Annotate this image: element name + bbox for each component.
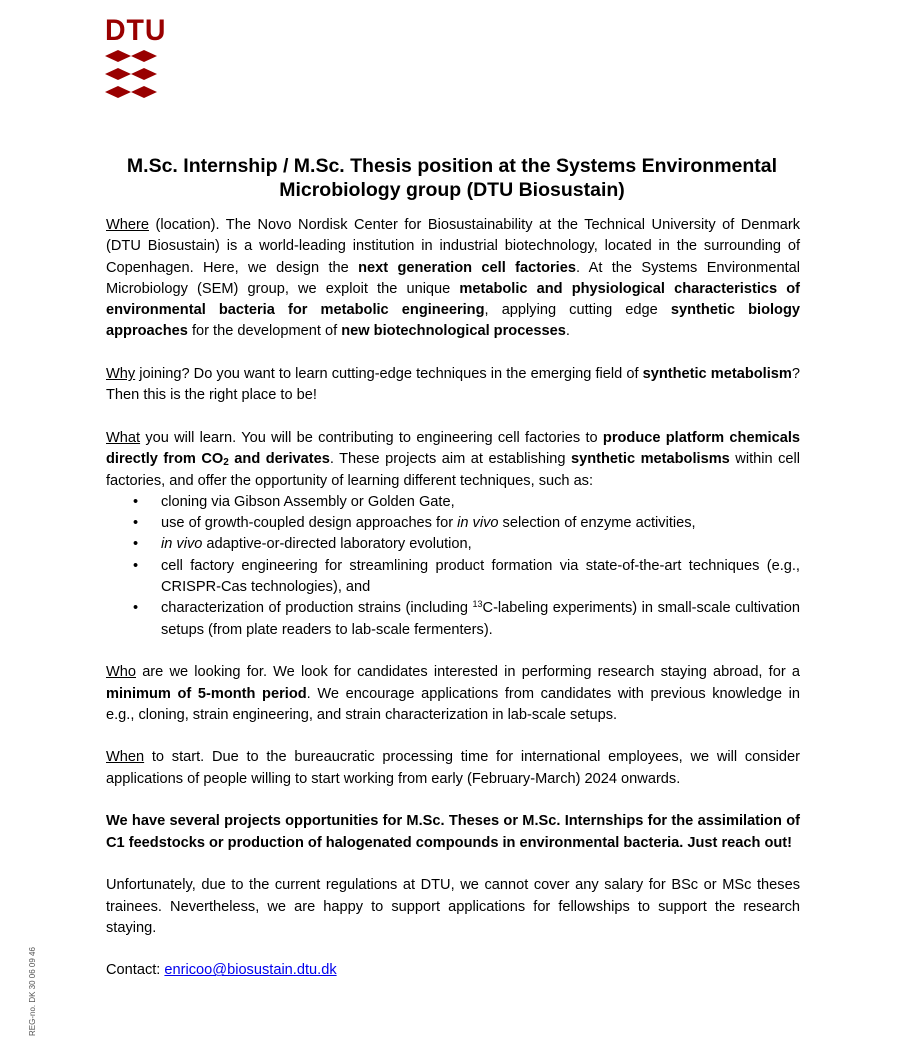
contact-label: Contact: [106,962,165,979]
text: you will learn. You will be contributing to engineering cell factories to [140,429,603,446]
dtu-logo [105,14,167,98]
where-label: Where [106,217,149,233]
text: cell factory engineering for streamlining product formation via state-of-the-art techniques (e.g., CRISPR-Cas technologies), and [161,557,800,596]
list-item [161,492,800,513]
text: use of growth-coupled design approaches for [161,515,458,532]
bold-text: synthetic metabolism [642,366,792,383]
text: . We encourage applications from candidates with previous knowledge in e.g., cloning, strain engineering, and strain characterization in lab-scale setups. [106,685,800,723]
text: adaptive-or-directed laboratory evolution, [202,536,472,553]
techniques-list [106,492,800,641]
why-paragraph [106,364,800,407]
contact-line [106,960,800,981]
text: and derivates [228,451,330,468]
list-item [161,534,800,555]
logo-text: DTU [105,14,167,47]
what-label: What [106,429,141,446]
text: cloning via Gibson Assembly or Golden Gate, [161,493,455,510]
italic-text: in vivo [457,515,499,532]
who-paragraph [106,662,800,726]
superscript: 13 [472,599,483,610]
email-link[interactable]: enricoo@biosustain.dtu.dk [164,962,337,979]
text: selection of enzyme activities, [498,515,696,532]
text: ? Then this is the right place to be! [106,366,800,404]
where-paragraph [106,215,800,343]
who-label: Who [106,664,137,681]
registration-number: REG-no. DK 30 06 09 46 [28,947,37,1036]
italic-text: in vivo [161,536,203,553]
text: for the development of [187,323,342,340]
text: (location). The Novo Nordisk Center for Biosustainability at the Technical University of Denmark (DTU Biosustain) is a world-leading institution in industrial biotechnology, located in the surrounding of Copenhagen. Here, we design the [106,217,800,276]
what-paragraph [106,428,800,492]
text: to start. Due to the bureaucratic processing time for international employees, we will consider applications of people willing to start working from early (February-March) 2024 onwards. [106,749,800,787]
bold-text: new biotechnological processes [341,323,566,340]
text: , applying cutting edge [484,302,671,319]
text: . [565,323,570,340]
text: produce platform chemicals directly from CO [106,429,800,468]
text: C-labeling experiments) in small-scale cultivation setups (from plate readers to lab-scale fermenters). [161,600,800,638]
subscript: 2 [223,457,229,469]
document-body [106,215,800,982]
bold-text: synthetic metabolisms [571,451,730,468]
bold-text: synthetic biology approaches [106,302,800,340]
when-paragraph [106,747,800,790]
salary-paragraph: Unfortunately, due to the current regulations at DTU, we cannot cover any salary for BSc or MSc theses trainees. Nevertheless, we are happy to support applications for fellowships to support the research staying. [106,877,800,936]
text: . These projects aim at establishing [329,451,572,468]
text: joining? Do you want to learn cutting-edge techniques in the emerging field of [135,366,643,383]
page-title: M.Sc. Internship / M.Sc. Thesis position at the Systems Environmental Microbiology group (DTU Biosustain) [126,155,778,201]
text: characterization of production strains (including [161,600,473,617]
bold-text: next generation cell factories [358,259,576,276]
text: . At the Systems Environmental Microbiology (SEM) group, we exploit the unique [106,259,800,297]
bold-text: minimum of 5-month period [106,685,307,702]
bold-text: metabolic and physiological characteristics of environmental bacteria for metabolic engineering [106,280,800,319]
when-label: When [106,749,145,766]
why-label: Why [106,366,136,383]
projects-paragraph [106,811,800,854]
text: within cell factories, and offer the opportunity of learning different techniques, such as: [106,451,800,489]
dtu-waves-icon [105,50,157,98]
list-item [161,598,800,641]
list-item [161,556,800,599]
list-item [161,513,800,534]
text: are we looking for. We look for candidates interested in performing research staying abroad, for a [136,664,800,681]
bold-text: We have several projects opportunities for M.Sc. Theses or M.Sc. Internships for the assimilation of C1 feedstocks or production of halogenated compounds in environmental bacteria. Just reach out! [106,813,800,851]
